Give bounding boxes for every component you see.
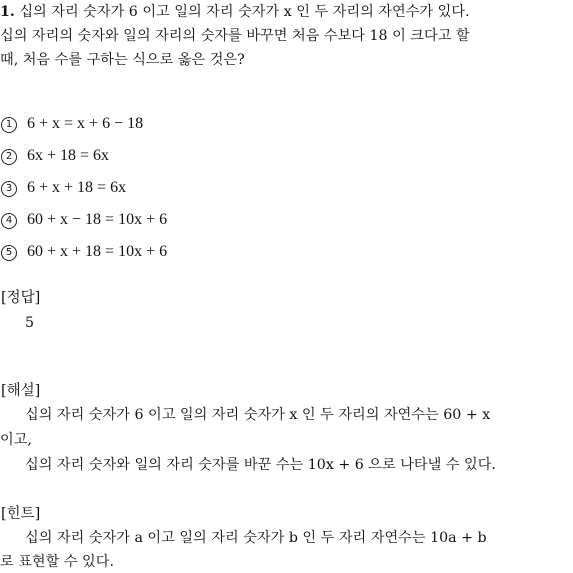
choice-3: [1, 176, 126, 199]
choice-expr-5: 60 + x + 18 = 10x + 6: [27, 243, 168, 260]
choice-marker-2: 2: [1, 149, 17, 165]
question-line-2: 십의 자리의 숫자와 일의 자리의 숫자를 바꾸면 처음 수보다 18 이 크다고 할: [0, 28, 470, 44]
choice-expr-1: 6 + x = x + 6 − 18: [27, 115, 144, 132]
choice-expr-4: 60 + x − 18 = 10x + 6: [27, 211, 168, 228]
hint-line-1: 십의 자리 숫자가 a 이고 일의 자리 숫자가 b 인 두 자리 자연수는 10a + b: [25, 530, 487, 546]
choice-expr-2: 6x + 18 = 6x: [27, 147, 110, 164]
question-line-1: [0, 2, 470, 22]
choice-marker-3: 3: [1, 181, 17, 197]
explanation-line-3: 십의 자리 숫자와 일의 자리 숫자를 바꾼 수는 10x + 6 으로 나타낼 수 있다.: [25, 457, 496, 473]
answer-label: [정답]: [1, 290, 41, 306]
question-line-3: 때, 처음 수를 구하는 식으로 옳은 것은?: [0, 52, 245, 68]
explanation-line-1: 십의 자리 숫자가 6 이고 일의 자리 숫자가 x 인 두 자리의 자연수는 60 + x: [25, 407, 491, 423]
choice-marker-1: 1: [1, 117, 17, 133]
choice-marker-5: 5: [1, 245, 17, 261]
explanation-label: [해설]: [1, 383, 41, 399]
answer-value: 5: [25, 315, 35, 331]
choice-expr-3: 6 + x + 18 = 6x: [27, 179, 127, 196]
choice-5: [1, 240, 167, 263]
question-text-1: 십의 자리 숫자가 6 이고 일의 자리 숫자가 x 인 두 자리의 자연수가 있다.: [19, 4, 470, 20]
choice-4: [1, 208, 167, 231]
hint-label: [힌트]: [1, 506, 41, 522]
choice-1: [1, 112, 143, 135]
explanation-line-2: 이고,: [0, 432, 32, 448]
hint-line-2: 로 표현할 수 있다.: [0, 554, 114, 570]
question-number: 1.: [0, 4, 15, 20]
choice-2: [1, 144, 109, 167]
choice-marker-4: 4: [1, 213, 17, 229]
